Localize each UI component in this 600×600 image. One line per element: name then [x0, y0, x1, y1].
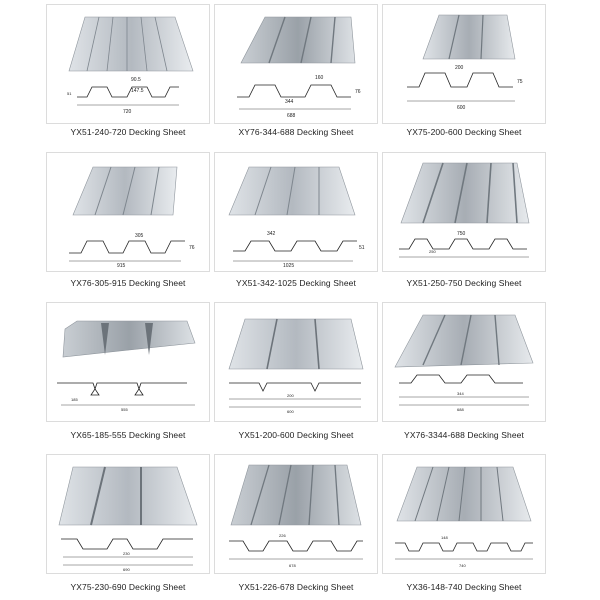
dim-label: 344 — [457, 391, 464, 396]
product-caption: YX51-250-750 Decking Sheet — [406, 278, 522, 288]
product-caption: YX51-226-678 Decking Sheet — [238, 582, 354, 592]
product-card[interactable] — [382, 152, 546, 272]
dim-label: 51 — [359, 245, 365, 251]
product-card[interactable] — [46, 4, 210, 124]
dim-label: 344 — [285, 99, 294, 105]
decking-sheet-image — [383, 153, 545, 271]
decking-sheet-image — [47, 5, 209, 123]
decking-sheet-image — [383, 455, 545, 573]
product-caption: YX65-185-555 Decking Sheet — [70, 430, 186, 440]
product-card[interactable] — [46, 454, 210, 574]
product-card[interactable] — [382, 4, 546, 124]
dim-label: 147.5 — [131, 88, 144, 94]
product-caption: YX51-240-720 Decking Sheet — [70, 127, 186, 137]
dim-label: 600 — [457, 105, 466, 111]
product-card[interactable] — [382, 302, 546, 422]
decking-sheet-image — [383, 5, 545, 123]
dim-label: 305 — [135, 233, 144, 239]
decking-sheet-image — [47, 303, 209, 421]
dim-label: 750 — [457, 231, 466, 237]
dim-label: 250 — [429, 249, 436, 254]
decking-sheet-image — [215, 153, 377, 271]
product-caption: YX36-148-740 Decking Sheet — [406, 582, 522, 592]
dim-label: 678 — [289, 563, 296, 568]
decking-sheet-image — [383, 303, 545, 421]
product-card[interactable] — [46, 152, 210, 272]
dim-label: 555 — [121, 407, 128, 412]
product-caption: XY76-344-688 Decking Sheet — [238, 127, 354, 137]
dim-label: 226 — [279, 533, 286, 538]
decking-sheet-image — [215, 455, 377, 573]
product-caption: YX76-305-915 Decking Sheet — [70, 278, 186, 288]
product-caption: YX51-342-1025 Decking Sheet — [236, 278, 356, 288]
dim-label: 600 — [287, 409, 294, 414]
decking-sheet-image — [47, 455, 209, 573]
dim-label: 148 — [441, 535, 448, 540]
dim-label: 1025 — [283, 263, 295, 269]
product-caption: YX75-230-690 Decking Sheet — [70, 582, 186, 592]
dim-label: 230 — [123, 551, 130, 556]
dim-label: 688 — [287, 113, 296, 119]
decking-sheet-image — [215, 303, 377, 421]
product-card[interactable] — [382, 454, 546, 574]
dim-label: 720 — [123, 109, 132, 115]
dim-label: 200 — [455, 65, 464, 71]
dim-label: 160 — [315, 75, 324, 81]
dim-label: 75 — [517, 79, 523, 85]
product-card[interactable] — [46, 302, 210, 422]
dim-label: 915 — [117, 263, 126, 269]
product-card[interactable] — [214, 302, 378, 422]
decking-sheet-image — [215, 5, 377, 123]
dim-label: 185 — [71, 397, 78, 402]
dim-label: 688 — [457, 407, 464, 412]
product-caption: YX76-3344-688 Decking Sheet — [404, 430, 524, 440]
dim-label: 76 — [189, 245, 195, 251]
dim-label: 200 — [287, 393, 294, 398]
product-card[interactable] — [214, 4, 378, 124]
dim-label: 740 — [459, 563, 466, 568]
dim-label: 76 — [355, 89, 361, 95]
dim-label: 51 — [67, 91, 72, 96]
product-card[interactable] — [214, 152, 378, 272]
product-caption: YX75-200-600 Decking Sheet — [406, 127, 522, 137]
dim-label: 90.5 — [131, 77, 141, 83]
product-card[interactable] — [214, 454, 378, 574]
dim-label: 342 — [267, 231, 276, 237]
decking-sheet-image — [47, 153, 209, 271]
dim-label: 690 — [123, 567, 130, 572]
product-caption: YX51-200-600 Decking Sheet — [238, 430, 354, 440]
